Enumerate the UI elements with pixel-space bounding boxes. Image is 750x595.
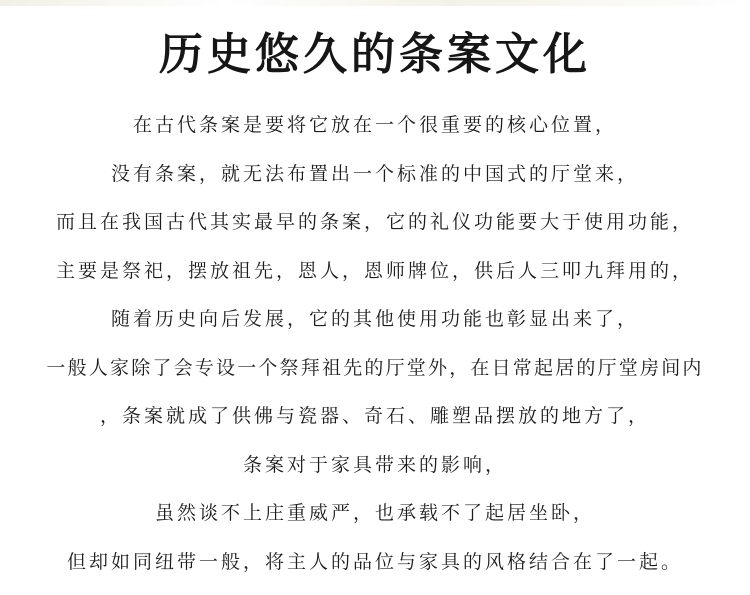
- text-line-9: 虽然谈不上庄重威严，也承载不了起居坐卧，: [154, 502, 595, 524]
- text-line-8: 条案对于家具带来的影响，: [242, 453, 507, 476]
- top-decorative-strip: [0, 0, 750, 6]
- article-body: [0, 101, 750, 586]
- text-line-3: 而且在我国古代其实最早的条案，它的礼仪功能要大于使用功能，: [55, 211, 694, 233]
- text-line-2: 没有条案，就无法布置出一个标准的中国式的厅堂来，: [110, 162, 639, 185]
- page-title: 历史悠久的条案文化: [159, 29, 591, 80]
- text-line-10: 但却如同纽带一般，将主人的品位与家具的风格结合在了一起。: [66, 550, 683, 573]
- text-line-1: 在古代条案是要将它放在一个很重要的核心位置，: [132, 114, 617, 136]
- text-line-4: 主要是祭祀，摆放祖先，恩人，恩师牌位，供后人三叩九拜用的，: [55, 259, 694, 282]
- text-line-7: ，条案就成了供佛与瓷器、奇石、雕塑品摆放的地方了，: [99, 405, 650, 427]
- text-line-5: 随着历史向后发展，它的其他使用功能也彰显出来了，: [110, 308, 639, 330]
- text-line-6: 一般人家除了会专设一个祭拜祖先的厅堂外，在日常起居的厅堂房间内: [46, 356, 704, 379]
